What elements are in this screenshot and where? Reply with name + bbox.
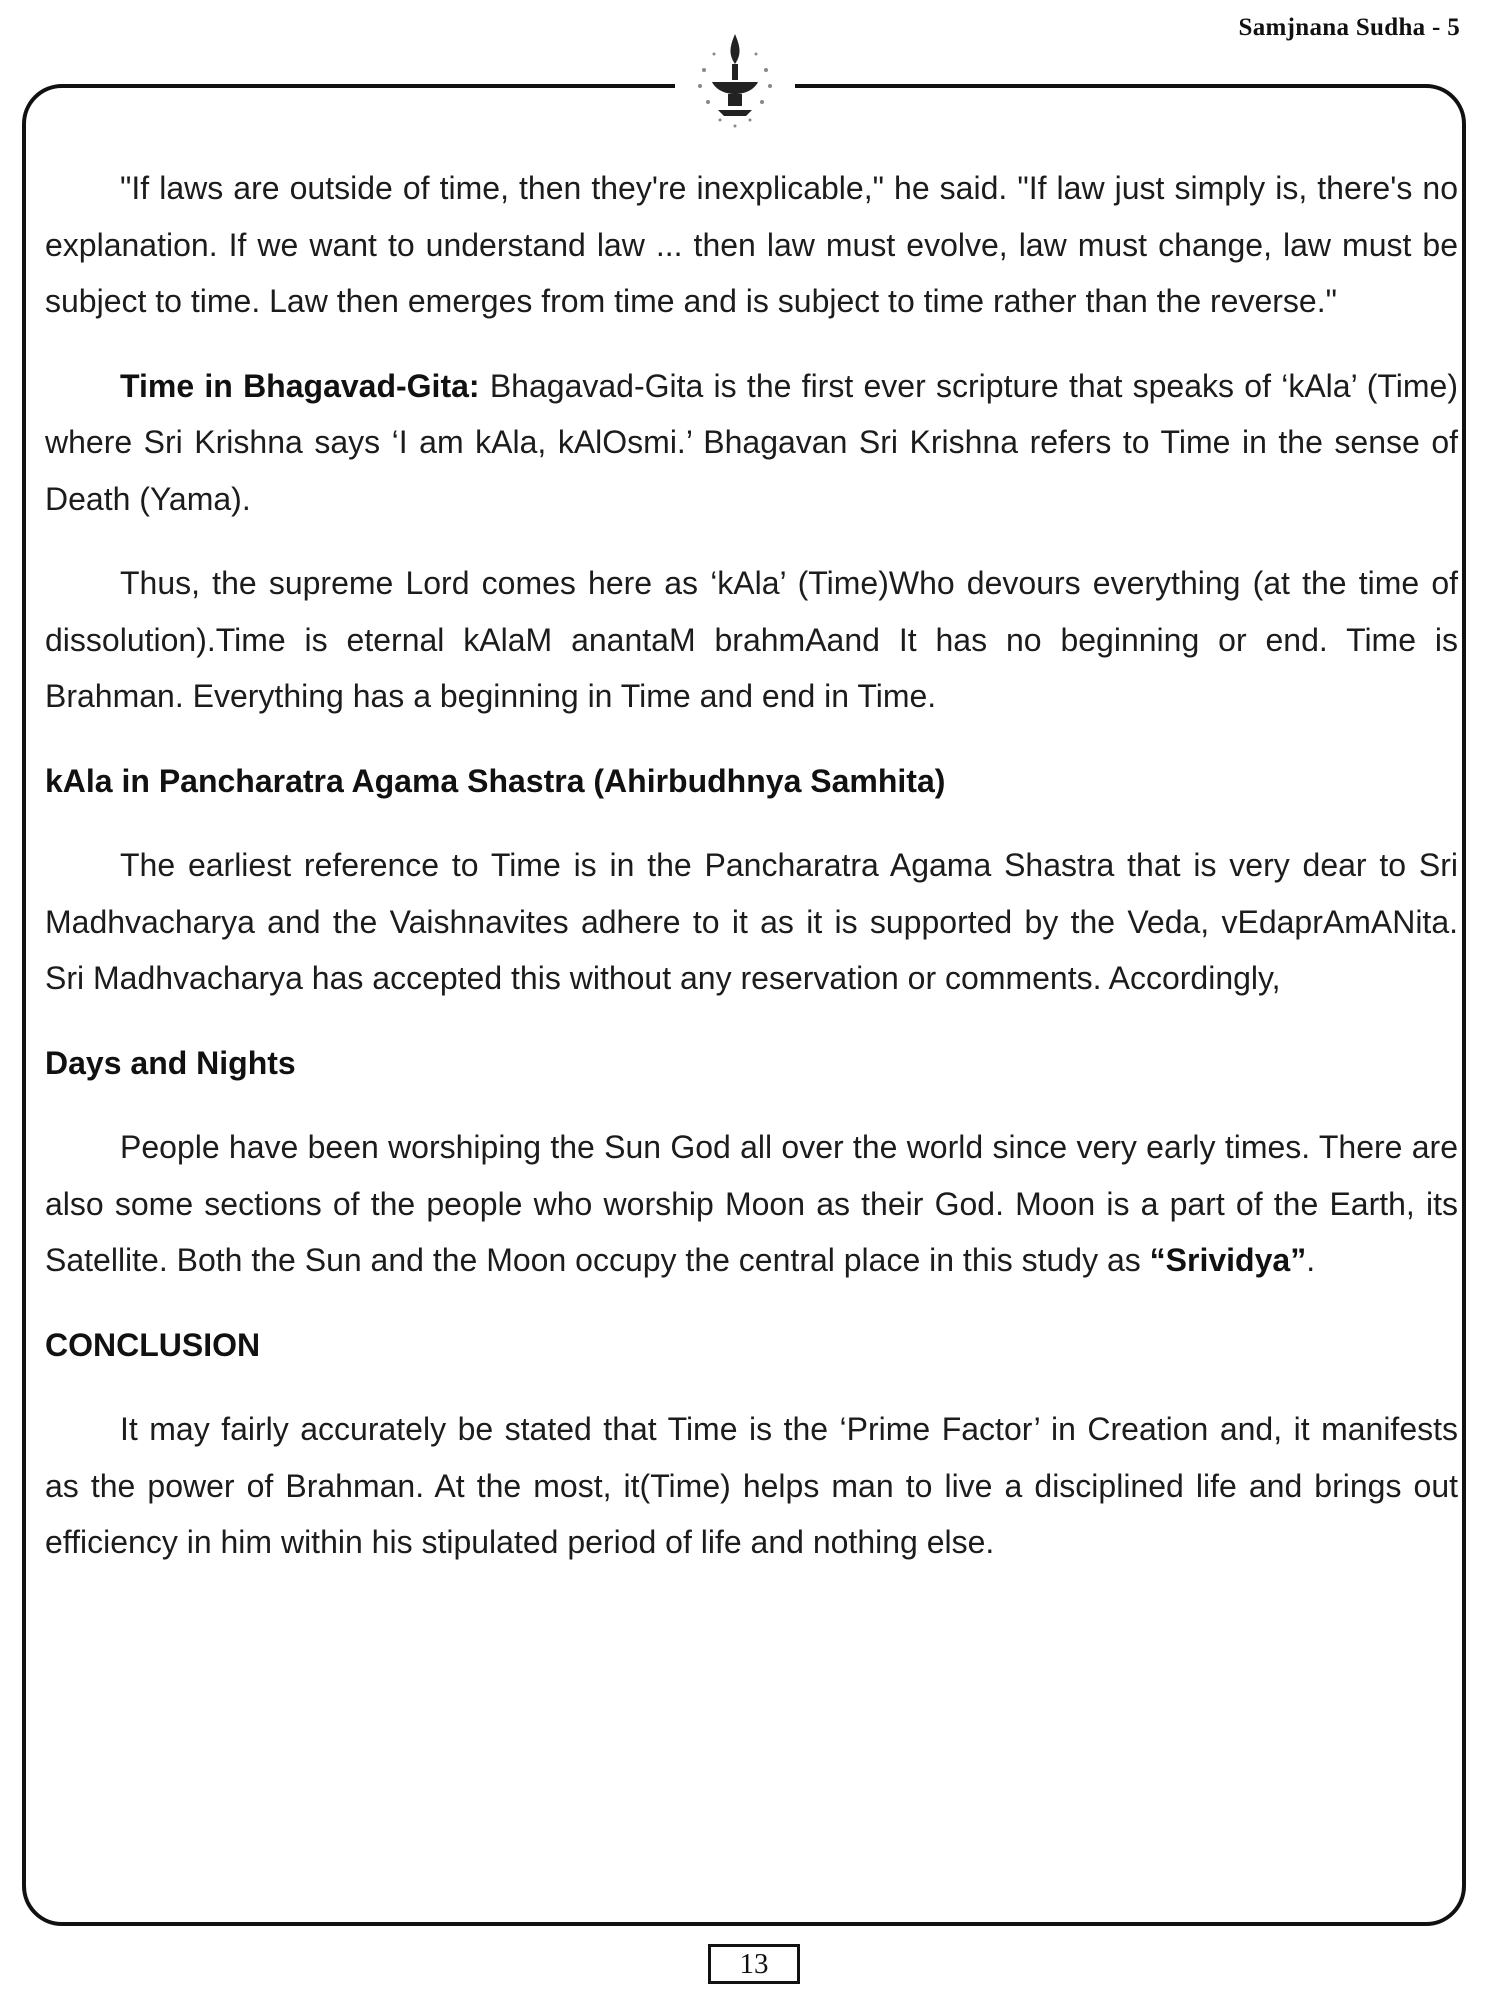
paragraph-sun-moon [45, 1119, 1458, 1289]
paragraph-bhagavad-gita [45, 358, 1458, 528]
emphasis-srividya: “Srividya” [1149, 1242, 1307, 1278]
inline-heading-bhagavad-gita: Time in Bhagavad-Gita: [120, 367, 480, 404]
paragraph-conclusion: It may fairly accurately be stated that Time is the ‘Prime Factor’ in Creation and, it manifests as the power of Brahman. At the most, it(Time) helps man to live a disciplined life and brings out efficiency in him within his stipulated period of life and nothing else. [45, 1411, 1458, 1560]
paragraph-supreme-lord: Thus, the supreme Lord comes here as ‘kAla’ (Time)Who devours everything (at the time of dissolution).Time is eternal kAlaM anantaM brahmAand It has no beginning or end. Time is Brahman. Everything has a beginning in Time and end in Time. [45, 565, 1458, 714]
paragraph-pancharatra: The earliest reference to Time is in the Pancharatra Agama Shastra that is very dear to Sri Madhvacharya and the Vaishnavites adhere to it as it is supported by the Veda, vEdaprAmANita. Sri Madhvacharya has accepted this without any reservation or comments. Accordingly, [45, 847, 1458, 996]
lamp-ornament-icon [690, 24, 780, 134]
page-number: 13 [708, 1944, 800, 1984]
section-heading-pancharatra: kAla in Pancharatra Agama Shastra (Ahirbudhnya Samhita) [45, 762, 946, 799]
section-heading-conclusion: CONCLUSION [45, 1326, 261, 1363]
section-heading-days-nights: Days and Nights [45, 1044, 296, 1081]
article-body [45, 160, 1458, 1571]
paragraph-sun-moon-text: People have been worshiping the Sun God all over the world since very early times. There are also some sections of the people who worship Moon as their God. Moon is a part of the Earth, its Satellite. Both the Sun and the Moon occupy the central place in this study as [45, 1129, 1458, 1278]
paragraph-bhagavad-gita-text: Bhagavad-Gita is the first ever scripture that speaks of ‘kAla’ (Time) where Sri Krishna says ‘I am kAla, kAlOsmi.’ Bhagavan Sri Krishna refers to Time in the sense of Death (Yama). [45, 367, 1459, 517]
running-header: Samjnana Sudha - 5 [1238, 14, 1460, 41]
paragraph-sun-moon-end: . [1306, 1242, 1316, 1278]
paragraph-quote: "If laws are outside of time, then they're inexplicable," he said. "If law just simply is, there's no explanation. If we want to understand law ... then law must evolve, law must change, law must be subject to time. Law then emerges from time and is subject to time rather than the reverse." [45, 170, 1458, 319]
